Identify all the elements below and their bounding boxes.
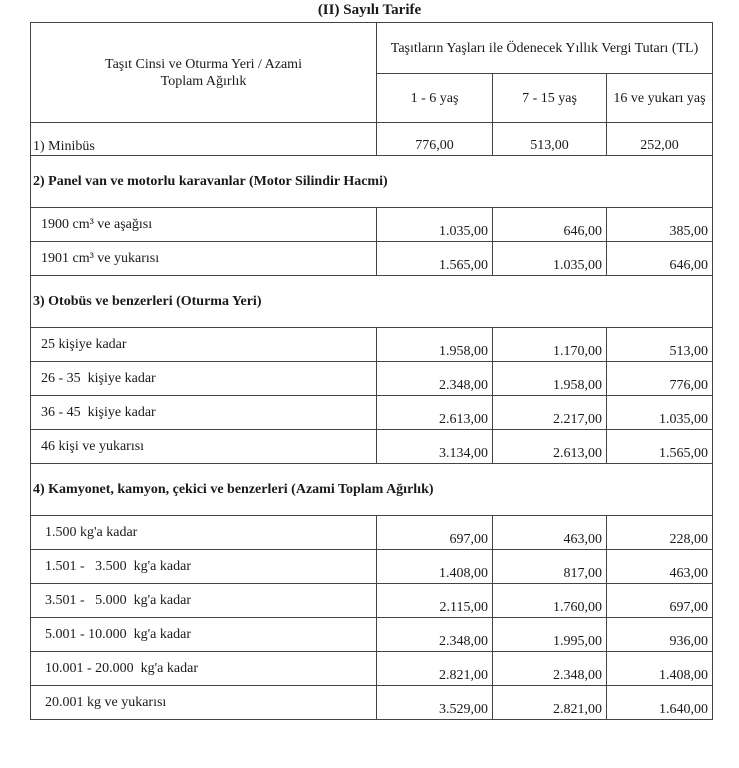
cell-value: 1.408,00	[607, 652, 713, 686]
cell-value: 2.115,00	[377, 584, 493, 618]
tax-amount-header: Taşıtların Yaşları ile Ödenecek Yıllık Vergi Tutarı (TL)	[377, 23, 713, 74]
cell-value: 228,00	[607, 516, 713, 550]
table-row	[31, 550, 713, 584]
table-row	[31, 328, 713, 362]
row-label: 10.001 - 20.000 kg'a kadar	[31, 652, 377, 686]
row-label: 1) Minibüs	[31, 123, 377, 156]
table-row	[31, 430, 713, 464]
row-label: 1901 cm³ ve yukarısı	[31, 242, 377, 276]
tax-table	[30, 22, 713, 720]
cell-value: 1.995,00	[493, 618, 607, 652]
cell-value: 1.035,00	[607, 396, 713, 430]
cell-value: 2.821,00	[493, 686, 607, 720]
age-header-1-6: 1 - 6 yaş	[377, 74, 493, 123]
category-row	[31, 276, 713, 328]
cell-value: 3.529,00	[377, 686, 493, 720]
cell-value: 2.348,00	[377, 362, 493, 396]
row-label: 36 - 45 kişiye kadar	[31, 396, 377, 430]
cell-value: 936,00	[607, 618, 713, 652]
table-row	[31, 396, 713, 430]
cell-value: 1.640,00	[607, 686, 713, 720]
age-header-7-15: 7 - 15 yaş	[493, 74, 607, 123]
category-title: 2) Panel van ve motorlu karavanlar (Motor Silindir Hacmi)	[31, 156, 713, 208]
cell-value: 1.035,00	[493, 242, 607, 276]
cell-value: 697,00	[607, 584, 713, 618]
vehicle-type-header: Taşıt Cinsi ve Oturma Yeri / Azami Toplam Ağırlık	[31, 23, 377, 123]
cell-value: 2.613,00	[493, 430, 607, 464]
cell-value: 1.035,00	[377, 208, 493, 242]
category-row	[31, 464, 713, 516]
cell-value: 776,00	[607, 362, 713, 396]
cell-value: 513,00	[493, 123, 607, 156]
row-label: 1.501 - 3.500 kg'a kadar	[31, 550, 377, 584]
table-row	[31, 242, 713, 276]
cell-value: 697,00	[377, 516, 493, 550]
table-row	[31, 686, 713, 720]
row-label: 20.001 kg ve yukarısı	[31, 686, 377, 720]
category-title: 4) Kamyonet, kamyon, çekici ve benzerleri (Azami Toplam Ağırlık)	[31, 464, 713, 516]
table-title: (II) Sayılı Tarife	[317, 2, 422, 18]
cell-value: 2.217,00	[493, 396, 607, 430]
cell-value: 1.958,00	[493, 362, 607, 396]
header-row	[31, 23, 713, 74]
cell-value: 2.821,00	[377, 652, 493, 686]
table-row	[31, 208, 713, 242]
cell-value: 513,00	[607, 328, 713, 362]
cell-value: 1.170,00	[493, 328, 607, 362]
row-label: 25 kişiye kadar	[31, 328, 377, 362]
cell-value: 1.760,00	[493, 584, 607, 618]
table-row	[31, 652, 713, 686]
cell-value: 1.408,00	[377, 550, 493, 584]
cell-value: 776,00	[377, 123, 493, 156]
cell-value: 646,00	[607, 242, 713, 276]
cell-value: 2.613,00	[377, 396, 493, 430]
cell-value: 463,00	[493, 516, 607, 550]
category-title: 3) Otobüs ve benzerleri (Oturma Yeri)	[31, 276, 713, 328]
cell-value: 646,00	[493, 208, 607, 242]
cell-value: 1.565,00	[607, 430, 713, 464]
category-row	[31, 156, 713, 208]
age-header-16-plus: 16 ve yukarı yaş	[607, 74, 713, 123]
row-label: 26 - 35 kişiye kadar	[31, 362, 377, 396]
row-label: 46 kişi ve yukarısı	[31, 430, 377, 464]
table-row	[31, 123, 713, 156]
cell-value: 2.348,00	[377, 618, 493, 652]
cell-value: 385,00	[607, 208, 713, 242]
row-label: 5.001 - 10.000 kg'a kadar	[31, 618, 377, 652]
table-row	[31, 362, 713, 396]
cell-value: 817,00	[493, 550, 607, 584]
cell-value: 1.565,00	[377, 242, 493, 276]
cell-value: 3.134,00	[377, 430, 493, 464]
cell-value: 1.958,00	[377, 328, 493, 362]
row-label: 1.500 kg'a kadar	[31, 516, 377, 550]
cell-value: 2.348,00	[493, 652, 607, 686]
table-row	[31, 584, 713, 618]
table-row	[31, 516, 713, 550]
cell-value: 252,00	[607, 123, 713, 156]
cell-value: 463,00	[607, 550, 713, 584]
row-label: 1900 cm³ ve aşağısı	[31, 208, 377, 242]
table-row	[31, 618, 713, 652]
row-label: 3.501 - 5.000 kg'a kadar	[31, 584, 377, 618]
